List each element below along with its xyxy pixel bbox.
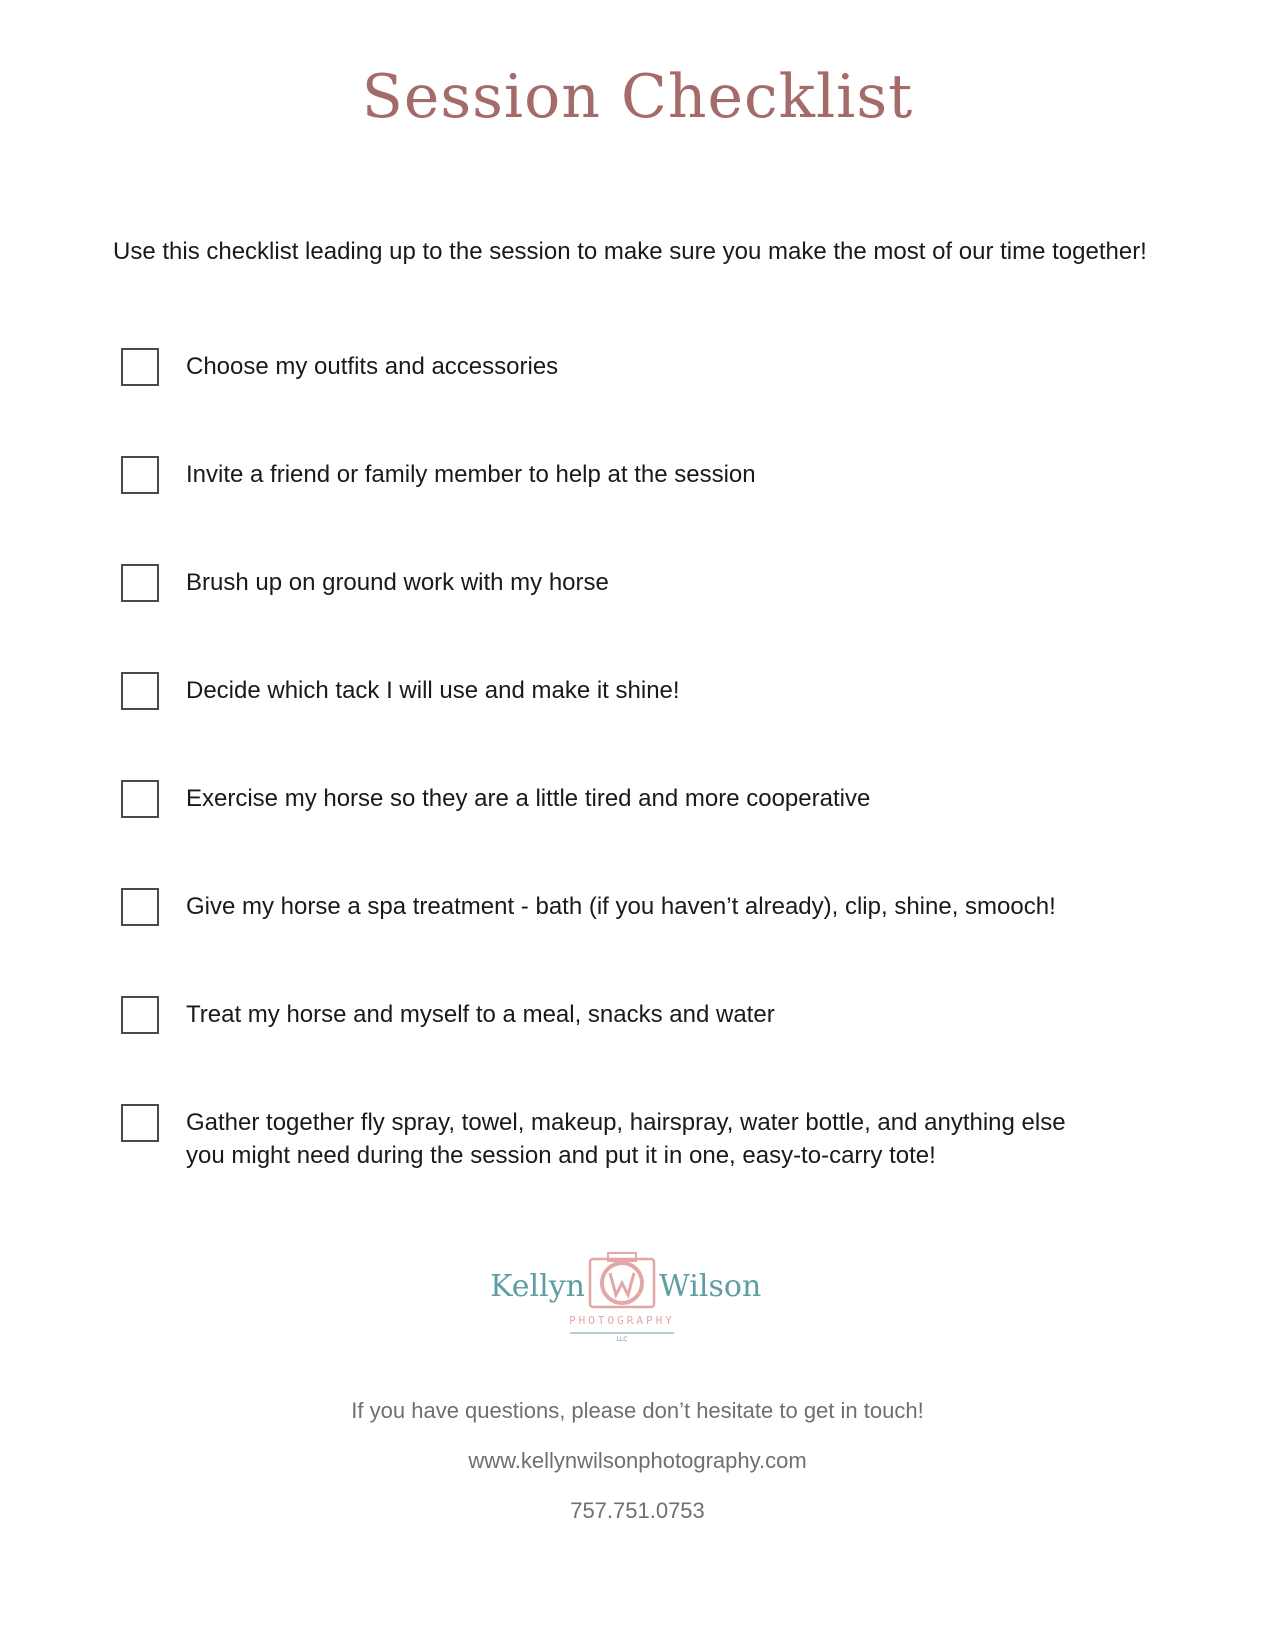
checklist-item (121, 1100, 1161, 1220)
checklist-item-label: Decide which tack I will use and make it shine! (186, 677, 680, 704)
checklist-item-label: Treat my horse and myself to a meal, snacks and water (186, 1001, 775, 1028)
checkbox[interactable] (121, 780, 159, 818)
checklist-item-label: Exercise my horse so they are a little tired and more cooperative (186, 785, 871, 812)
checkbox[interactable] (121, 1104, 159, 1142)
page-title: Session Checklist (361, 62, 914, 132)
checklist-item (121, 992, 1161, 1100)
checklist (121, 344, 1161, 1220)
logo-suffix: LLC (616, 1336, 628, 1343)
checklist-item-label: Give my horse a spa treatment - bath (if you haven’t already), clip, shine, smooch! (186, 893, 1056, 920)
checklist-item (121, 344, 1161, 452)
footer-questions: If you have questions, please don’t hesitate to get in touch! (351, 1398, 924, 1423)
checklist-item (121, 452, 1161, 560)
checkbox[interactable] (121, 564, 159, 602)
footer-website[interactable]: www.kellynwilsonphotography.com (468, 1448, 807, 1473)
checkbox[interactable] (121, 456, 159, 494)
checklist-item (121, 884, 1161, 992)
checklist-item (121, 560, 1161, 668)
intro-text: Use this checklist leading up to the session to make sure you make the most of our time together! (113, 238, 1147, 265)
brand-logo (490, 1245, 780, 1345)
checkbox[interactable] (121, 348, 159, 386)
logo-name-right: Wilson (659, 1269, 762, 1304)
checklist-item-label: Choose my outfits and accessories (186, 353, 559, 380)
checkbox[interactable] (121, 888, 159, 926)
logo-tagline: PHOTOGRAPHY (569, 1314, 675, 1327)
checkbox[interactable] (121, 672, 159, 710)
logo-name-left: Kellyn (490, 1269, 585, 1304)
checklist-item (121, 776, 1161, 884)
camera-icon (590, 1253, 654, 1307)
footer-phone: 757.751.0753 (570, 1498, 705, 1523)
checkbox[interactable] (121, 996, 159, 1034)
checklist-item-label: Brush up on ground work with my horse (186, 569, 609, 596)
checklist-item (121, 668, 1161, 776)
checklist-item-label: Gather together fly spray, towel, makeup, hairspray, water bottle, and anything else you might need during the session and put it in one, easy-to-carry tote! (186, 1109, 1066, 1169)
checklist-item-label: Invite a friend or family member to help at the session (186, 461, 756, 488)
